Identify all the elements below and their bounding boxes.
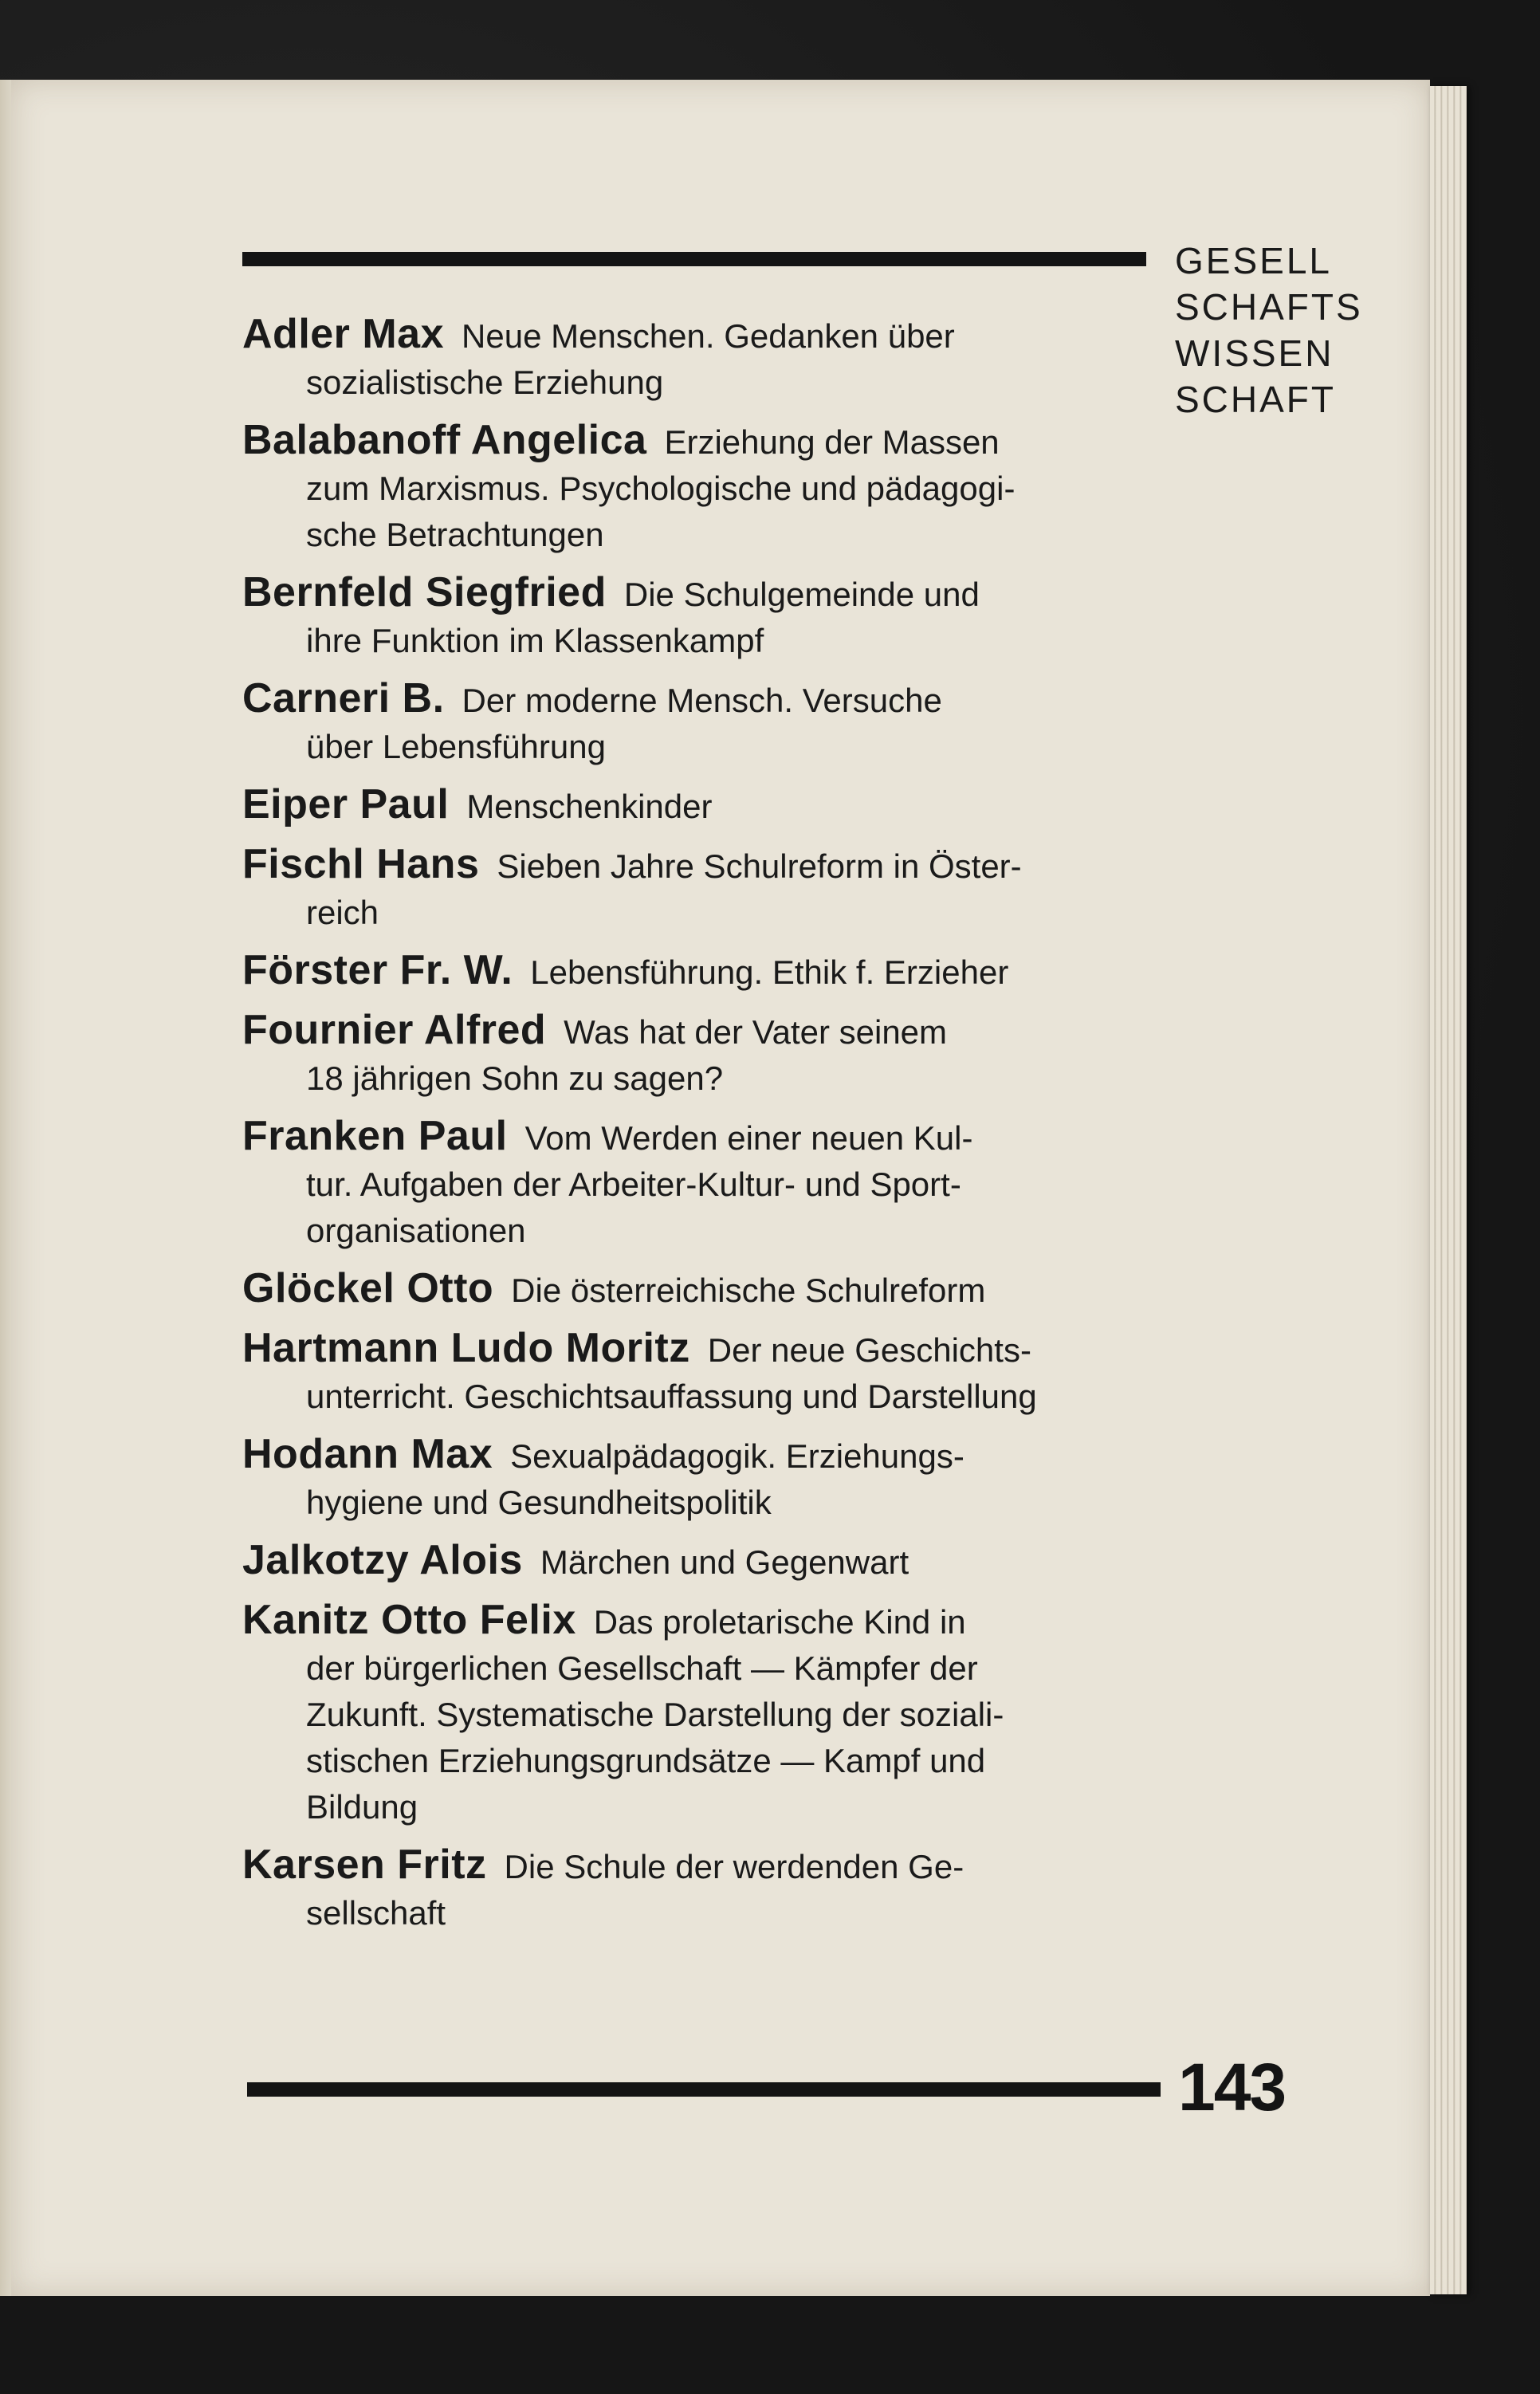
bibliography-entry [242,781,1154,830]
bibliography-entry [242,1265,1154,1314]
bibliography-entry [242,947,1154,996]
entry-title-continuation: sozialistische Erziehung [306,364,664,401]
footer-rule [247,2082,1161,2097]
page-stack-edges [1430,86,1467,2294]
entry-author: Bernfeld Siegfried [242,569,607,615]
bibliography-entry [242,675,1154,770]
section-label [1175,238,1366,423]
entry-title-continuation: organisationen [306,1212,526,1249]
entry-title-continuation: 18 jährigen Sohn zu sagen? [306,1059,724,1097]
entry-title: Die Schule der werdenden Ge- [504,1848,964,1885]
entry-author: Kanitz Otto Felix [242,1597,576,1643]
entry-title: Neue Menschen. Gedanken über [462,317,955,355]
entry-author: Eiper Paul [242,781,450,827]
entry-title-continuation: ihre Funktion im Klassenkampf [306,622,764,659]
bibliography-entry [242,311,1154,406]
entry-author: Balabanoff Angelica [242,417,647,463]
section-label-line: WISSEN [1175,332,1334,374]
bibliography-entry [242,1325,1154,1420]
section-label-line: SCHAFT [1175,379,1336,420]
bibliography-entry [242,1431,1154,1526]
entry-author: Karsen Fritz [242,1842,487,1888]
entry-title-continuation: sellschaft [306,1894,446,1932]
entry-title: Die österreichische Schulreform [511,1272,986,1309]
bibliography-entry [242,1597,1154,1830]
entry-title: Märchen und Gegenwart [540,1543,909,1581]
entry-author: Hartmann Ludo Moritz [242,1325,690,1371]
entry-title-continuation: über Lebensführung [306,728,606,765]
entry-title: Vom Werden einer neuen Kul- [524,1119,973,1157]
entry-author: Hodann Max [242,1431,493,1477]
bibliography-entry [242,1537,1154,1586]
entry-author: Carneri B. [242,675,445,721]
entry-title-continuation: Bildung [306,1788,418,1826]
bibliography-entry [242,1113,1154,1254]
entry-author: Jalkotzy Alois [242,1537,523,1583]
entry-title: Der moderne Mensch. Versuche [462,682,942,719]
entry-title: Lebensführung. Ethik f. Erzieher [530,953,1009,991]
entry-title: Das proletarische Kind in [593,1603,966,1641]
entry-title: Die Schulgemeinde und [623,576,980,613]
entry-title: Menschenkinder [466,788,713,825]
entry-title-continuation: stischen Erziehungsgrundsätze — Kampf und [306,1742,986,1779]
bibliography-entry [242,1007,1154,1102]
entry-author: Fournier Alfred [242,1007,547,1053]
section-label-line: SCHAFTS [1175,286,1363,328]
entry-title-continuation: der bürgerlichen Gesellschaft — Kämpfer der [306,1649,978,1687]
entry-author: Franken Paul [242,1113,508,1159]
entry-title-continuation: tur. Aufgaben der Arbeiter-Kultur- und Sport- [306,1166,961,1203]
page-number: 143 [1178,2050,1286,2125]
entry-author: Förster Fr. W. [242,947,513,993]
entry-author: Glöckel Otto [242,1265,494,1311]
entry-title-continuation: reich [306,894,379,931]
bibliography-list [242,311,1154,1948]
entry-title: Erziehung der Massen [664,423,1000,461]
entry-title-continuation: unterricht. Geschichtsauffassung und Darstellung [306,1378,1037,1415]
header-rule [242,252,1146,266]
entry-title: Sexualpädagogik. Erziehungs- [510,1437,964,1475]
entry-title-continuation: hygiene und Gesundheitspolitik [306,1484,772,1521]
entry-title-continuation: zum Marxismus. Psychologische und pädagogi- [306,470,1016,507]
bibliography-entry [242,417,1154,558]
bibliography-entry [242,841,1154,936]
section-label-line: GESELL [1175,240,1332,281]
entry-title: Der neue Geschichts- [707,1331,1031,1369]
bibliography-entry [242,569,1154,664]
entry-author: Adler Max [242,311,445,357]
entry-title: Was hat der Vater seinem [564,1013,948,1051]
entry-title-continuation: Zukunft. Systematische Darstellung der soziali- [306,1696,1004,1733]
bibliography-entry [242,1842,1154,1936]
entry-title-continuation: sche Betrachtungen [306,516,604,553]
entry-author: Fischl Hans [242,841,480,887]
entry-title: Sieben Jahre Schulreform in Öster- [497,847,1022,885]
